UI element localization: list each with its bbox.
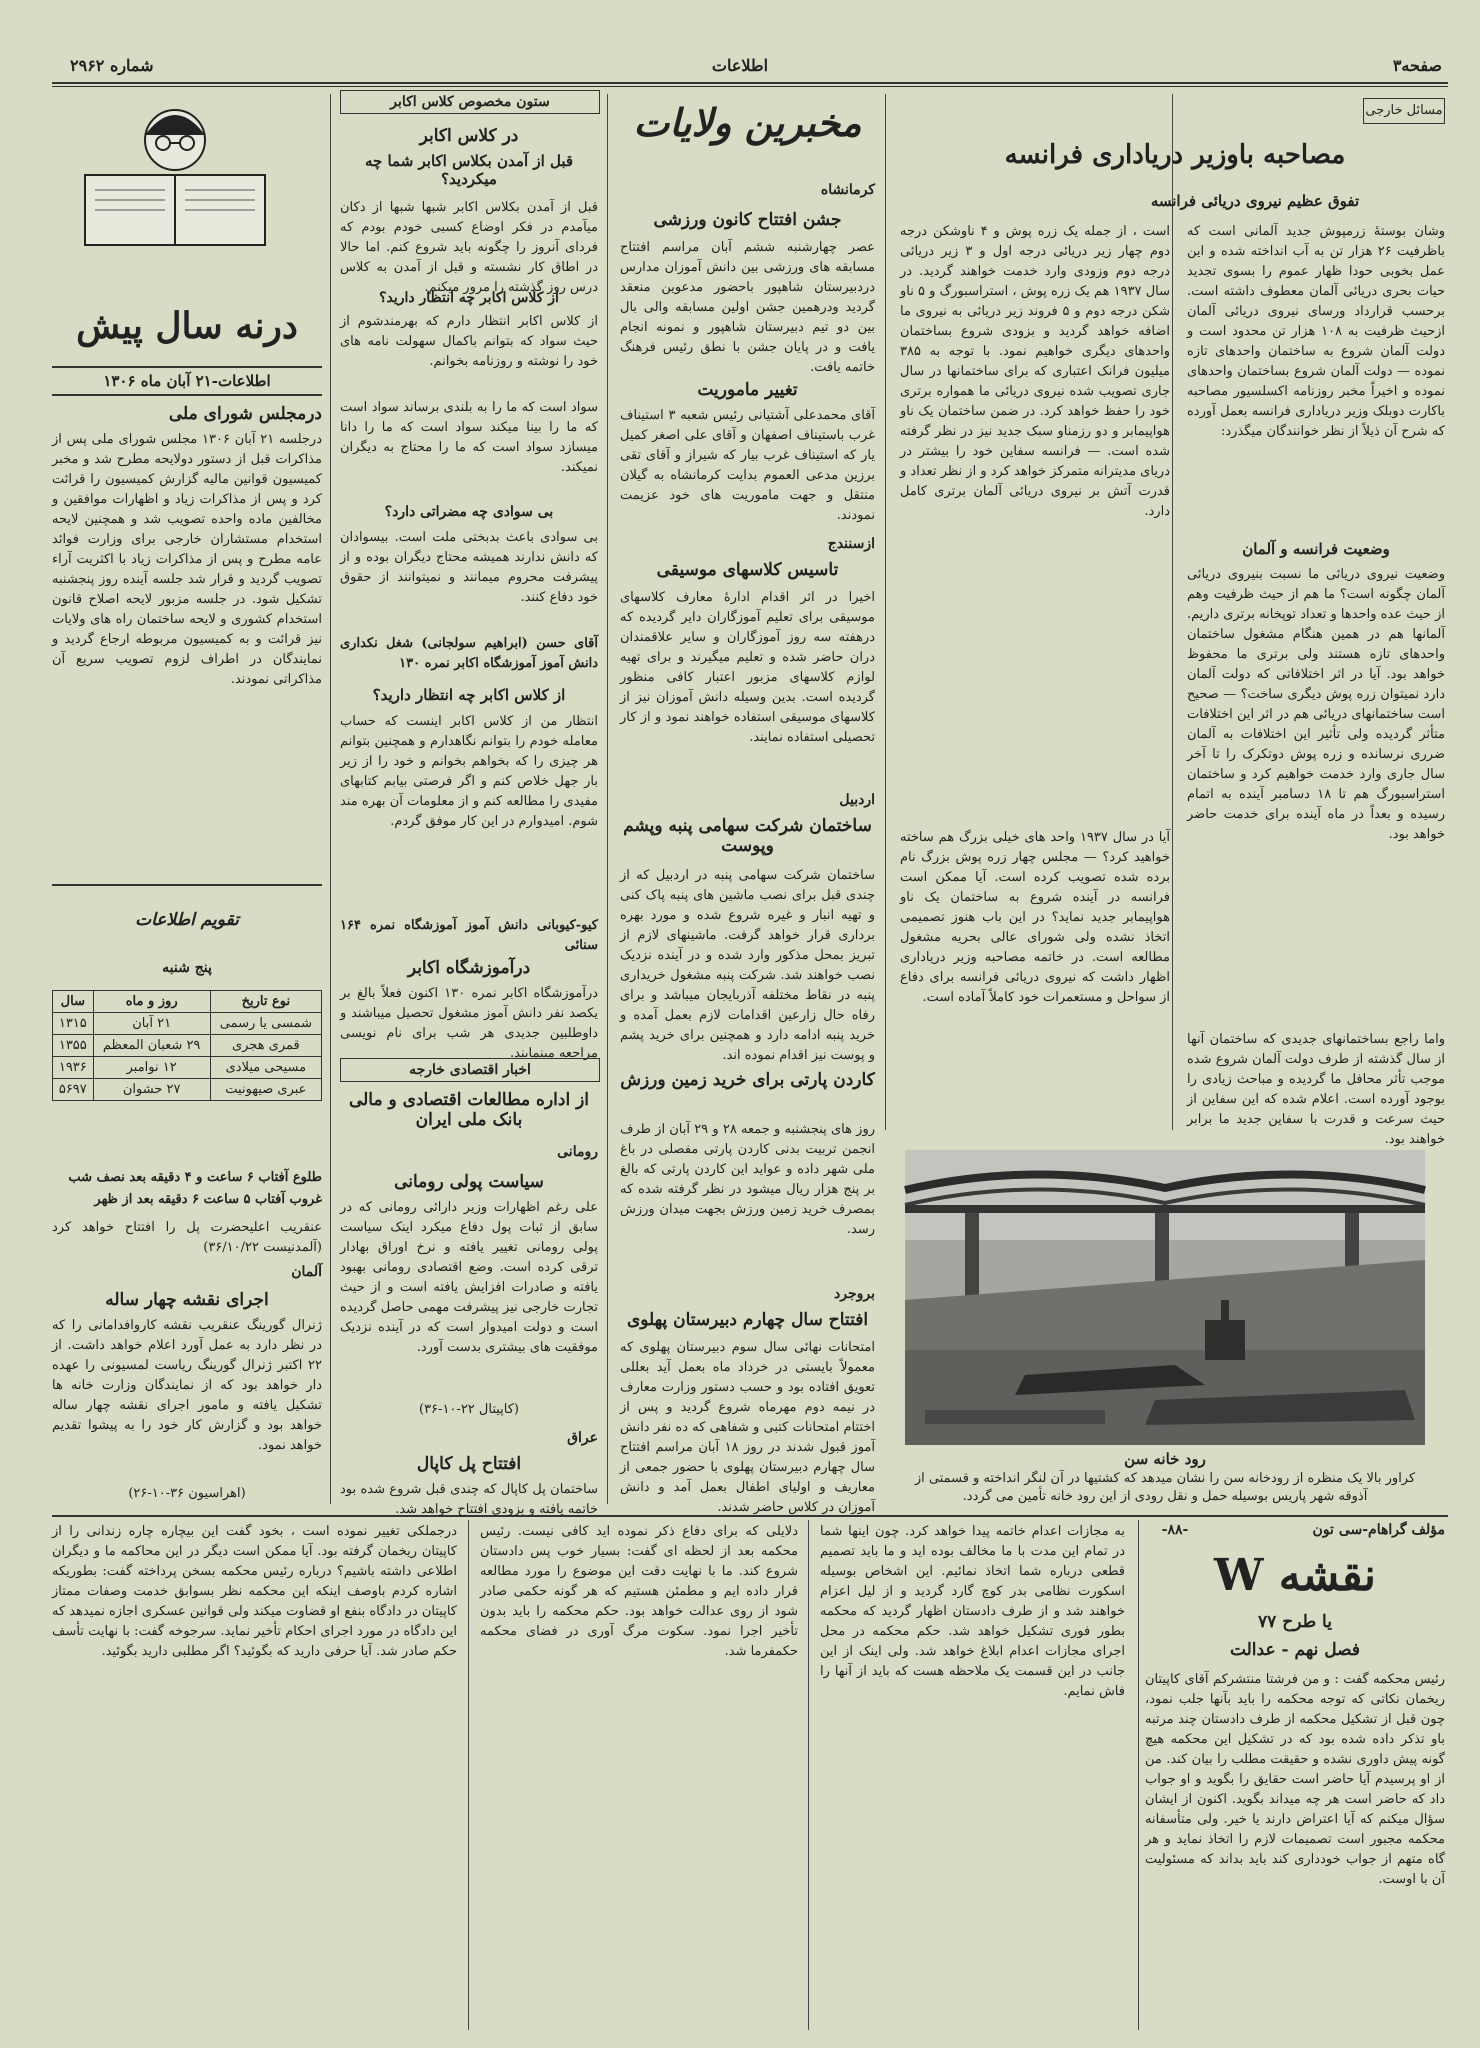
news-headline: ساختمان شرکت سهامی پنبه وپشم وپوست [623, 816, 872, 856]
sunset: غروب آفتاب ۵ ساعت ۶ دقیقه بعد از ظهر [94, 1192, 322, 1207]
serial-body: به مجازات اعدام خاتمه پیدا خواهد کرد. چون اینها شما در تمام این مدت با ما مخالف بوده اید و ما باید تصمیم قطعی درباره شما اتخاذ نمائیم. این اشخاص بوسیله اسکورت نظامی بدر کوچ گارد گردید و از لیل اعزام خواهند شد و از طرف دادستان اظهار گردید که محکمه بطور فوری تشکیل خواهد شد. حکم محکمه در محل اجرای مجازات اعدام ابلاغ خواهد شد. ولی اینک از این جانب در این قسمت یک ملاحظه هست که باید از آنها را فاش نمایم. [820, 1524, 1125, 1699]
news-body: ژنرال گورینگ عنقریب نقشه کاروافدامانی را که در نظر دارد به عمل آورد اعلام خواهد داشت. از ۲۲ اکتبر ژنرال گورینگ ریاست لمسیونی را عهده دار خواهد بود که از نمایندگان وزارت خانه ها تشکیل یافته و مامور اجرای نقشه چهار ساله خواهد بود و گزارش کار خود را به پیشوا تقدیم خواهد نمود. [52, 1318, 322, 1453]
cal-cell: شمسی یا رسمی [210, 1013, 321, 1035]
calendar-table [52, 990, 322, 1101]
news-headline: درمجلس شورای ملی [168, 404, 322, 424]
serial-body: رئیس محکمه گفت : و من فرشتا منتشرکم آقای کاپیتان ریخمان نکاتی که توجه محکمه را باید بآنها جلب نمود، چون قبل از تشکیل محکمه از طرف دادستان چند مرتبه باو تذکر داده شده بود که در تشکیل این محکمه هیچ گونه پیش داوری نشده و حقیقت مطلب را بیان کند. من از او پرسیدم آیا حاضر است حقایق را بگوید و او جواب داد که حاضر است هر چه میداند بگوید. اکنون از ایشان سؤال میکنم که آیا اعتراض دارند یا خیر. ولی متأسفانه محکمه مجبور است تصمیمات لازم را اتخاذ نماید و هر گاه متهم از جواب خودداری کند باید بداند که مسئولیت آن با اوست. [1145, 1672, 1445, 1887]
cal-header: روز و ماه [93, 991, 210, 1013]
cal-cell: مسیحی میلادی [210, 1057, 321, 1079]
question-heading: از کلاس اکابر چه انتظار دارید؟ [379, 290, 559, 306]
city-label: کرمانشاه [820, 182, 875, 198]
issue-number: شماره ۲۹۶۲ [70, 56, 154, 75]
subhead: تفوق عظیم نیروی دریائی فرانسه [1150, 192, 1360, 210]
chapter-title: فصل نهم - عدالت [1229, 1640, 1361, 1660]
col-divider [607, 94, 608, 1504]
cal-cell: ۱۲ نوامبر [93, 1057, 210, 1079]
page-number: صفحه۳ [1392, 56, 1442, 75]
column-title: در کلاس اکابر [419, 126, 519, 146]
news-headline: از اداره مطالعات اقتصادی و مالی بانک ملی ایران [348, 1090, 590, 1130]
news-body: اخیرا در اثر اقدام ادارهٔ معارف کلاسهای موسیقی برای تعلیم آموزگاران دایر گردیده که درهفته سه روز آموزگاران و سایر علاقمندان دران حاضر شده و تعلیم میگیرند و برای تهیه لوازم کلاسهای مزبور اعتبار کافی منظور گردیده است. بدین وسیله دانش آموزان نیز از کلاسهای موسیقی استفاده خواهند نمود و از کار تحصیلی استفاده نمایند. [620, 590, 875, 745]
news-headline: افتتاح سال چهارم دبیرستان پهلوی [626, 1310, 869, 1330]
bridge-illustration [905, 1150, 1425, 1445]
question-heading: بی سوادی چه مضراتی دارد؟ [384, 504, 554, 520]
article-body: واما راجع بساختمانهای جدیدی که ساختمان آنها از سال گذشته از طرف دولت آلمان شروع شده موجب تأثر محافل ما گردیده و مباحث زیادی را بوجود آورده است. اعلام شده که این سفاین از حیث سرعت و قدرت با سفاین جدید ما برابر خواهند بود. [1187, 1032, 1445, 1147]
header-rule-2 [52, 86, 1448, 87]
serial-number: -۸۸- [1161, 1522, 1189, 1538]
cal-cell: ۵۶۹۷ [53, 1079, 94, 1101]
news-headline: سیاست پولی رومانی [394, 1172, 544, 1192]
section-banner: مخبرین ولایات [633, 100, 862, 145]
column-body: انتظار من از کلاس اکابر اینست که حساب معامله خودم را بتوانم نگاهدارم و همچنین بتوانم هر چیزی را که بخواهم بخوانم و خود را از زیر بار جهل خلاص کنم و اگر فرصتی بیابم کتابهای مفیدی را مطالعه کنم و از معلومات آن بهره مند شوم. امیدوارم در این کار موفق گردم. [340, 714, 598, 829]
city-label: اردبیل [839, 792, 875, 808]
cal-cell: ۱۳۵۵ [53, 1035, 94, 1057]
news-body: آقای محمدعلی آشتیانی رئیس شعبه ۳ استیناف غرب باستیناف اصفهان و آقای علی اصغر کمیل یار که استیناف غرب بیار که شیراز و آقای تقی برزین مدعی العموم بدایت کرمانشاه به گیلان منتقل و جهت ماموریت های خود عزیمت نمودند. [620, 408, 875, 523]
question-heading: قبل از آمدن بکلاس اکابر شما چه میکردید؟ [364, 152, 574, 188]
column-tag: ستون مخصوص کلاس اکابر [340, 90, 600, 114]
table-row [53, 1035, 322, 1057]
paper-name: اطلاعات [711, 56, 769, 75]
question-heading: از کلاس اکابر چه انتظار دارید؟ [372, 686, 566, 704]
serial-body: دلایلی که برای دفاع ذکر نموده اید کافی نیست. رئیس محکمه بعد از لحظه ای گفت: بسیار خوب پس دادستان شروع کند. ما با نهایت دقت این موضوع را مورد مطالعه قرار داده ایم و مطمئن هستیم که هر گونه حکمی صادر شود از روی عدالت خواهد بود. حکم محکمه را باید بدون تأخیر اجرا نمود. سکوت مرگ آوری در فضای محکمه حکمفرما شد. [480, 1524, 798, 1659]
reader-illustration [85, 95, 265, 255]
news-headline: افتتاح پل کاپال [416, 1454, 522, 1474]
river-photo [905, 1150, 1425, 1445]
news-body: ساختمان شرکت سهامی پنبه در اردبیل که از چندی قبل برای نصب ماشین های پنبه پاک کنی و تهیه انبار و غیره شروع شده و مورد بهره برداری قرار خواهد گرفت. ماشینهای لازم از تبریز بمحل مذکور وارد شده و در آینده نزدیک نصب خواهند شد. شرکت پنبه مشغول خریداری پنبه در نقاط مختلفه آذربایجان میباشد و برای رفاه حال زارعین اقدامات لازم بعمل آمده و خرید پنبه ادامه دارد و همچنین برای خرید پشم و پوست نیز اقدام نموده اند. [620, 868, 875, 1063]
country-label: آلمان [291, 1264, 322, 1280]
cal-cell: ۱۳۱۵ [53, 1013, 94, 1035]
news-headline: اجرای نقشه چهار ساله [105, 1290, 269, 1310]
col-divider [468, 1520, 469, 2030]
news-headline: تاسیس کلاسهای موسیقی [656, 560, 839, 580]
section-tag: مسائل خارجی [1363, 98, 1445, 124]
column-body: قبل از آمدن بکلاس اکابر شبها شبها از دکان میآمدم در فکر اوضاع کسبی خودم بودم که فردای آنروز را چگونه باید شروع کنم. اما حالا در اطاق کار نشسته و قبل از آمدن به کلاس درس روز گذشته را مرور میکنم. [340, 200, 598, 295]
news-body: عنقریب اعلیحضرت پل را افتتاح خواهد کرد (آلمدنیست ۳۶/۱۰/۲۲) [52, 1220, 322, 1255]
news-headline: جشن افتتاح کانون ورزشی [653, 210, 842, 230]
table-row [53, 1079, 322, 1101]
news-headline: تغییر ماموریت [697, 380, 798, 400]
signature: آقای حسن (ابراهیم سولجانی) شغل نکداری دانش آموز آموزشگاه اکابر نمره ۱۳۰ [340, 636, 598, 671]
news-headline: کاردن پارتی برای خرید زمین ورزش [620, 1070, 875, 1090]
sunrise: طلوع آفتاب ۶ ساعت و ۴ دقیقه بعد نصف شب [68, 1170, 322, 1185]
col-divider [1138, 1520, 1139, 2030]
calendar-title: تقویم اطلاعات [135, 910, 239, 930]
column-title: درآموزشگاه اکابر [407, 958, 531, 978]
article-body-cont: آیا در سال ۱۹۳۷ واحد های خیلی بزرگ هم ساخته خواهید کرد؟ — مجلس چهار زره پوش بزرگ نام برده شده تصویب کرده است. آیا ممکن است فرانسه در آینده شروع به ساختمان یک ناو هواپیمابر جدید نماید؟ در این باب هنوز تصمیمی اتخاذ نشده ولی شورای عالی بحریه مشغول مطالعه است. در خاتمه مصاحبه وزیر دریاداری اظهار داشت که نیروی دریائی فرانسه برای دفاع از سواحل و مستعمرات خود کاملاً آماده است. [900, 830, 1170, 1005]
news-body: روز های پنجشنبه و جمعه ۲۸ و ۲۹ آبان از طرف انجمن تربیت بدنی کاردن پارتی مفصلی در باغ ملی شهر داده و عواید این کاردن پارتی که بالغ بر پنج هزار ریال میشود در نظر گرفته شده که بمصرف خرید زمین ورزش بجهت میدان ورزش رسد. [620, 1122, 876, 1237]
city-label: بروجرد [834, 1286, 875, 1302]
column-body: درآموزشگاه اکابر نمره ۱۳۰ اکنون فعلاً بالغ بر یکصد نفر دانش آموز مشغول تحصیل میباشند و داوطلبین جدیدی هر شب برای نام نویسی مراجعه مینمایند. [340, 986, 599, 1061]
divider [52, 884, 322, 886]
column-body: سواد است که ما را به بلندی برساند سواد است که ما را بینا میکند سواد است که ما را دانا میسازد سواد است که ما را محتاج به دیگران نمیکند. [340, 400, 598, 475]
column-body: بی سوادی باعث بدبختی ملت است. بیسوادان که دانش ندارند همیشه محتاج دیگران بوده و از پیشرفت محروم میمانند و نمیتوانند از حقوق خود دفاع کنند. [340, 530, 598, 605]
col-divider [885, 94, 886, 1130]
calendar-day: پنج شنبه [162, 960, 212, 976]
cal-cell: قمری هجری [210, 1035, 321, 1057]
news-body: درجلسه ۲۱ آبان ۱۳۰۶ مجلس شورای ملی پس از مذاکرات قبل از دستور دولایحه مطرح شد و مخبر کمیسیون قوانین مالیه گزارش کمیسیون را قرائت کرد و پس از مذاکرات زیاد و اظهارات موافقین و مخالفین ماده واحده تصویب شد و همچنین لایحه استخدام مستشاران خارجی برای وزارت فوائد عامه مطرح و پس از مذاکرات زیاد با اکثریت آراء تصویب گردید و قرار شد جلسه آینده روز پنجشنبه تشکیل شود. در جلسه مزبور لایحه اصلاح قانون استخدام کشوری و لایحه ساختمان راه های ولایات نیز قرائت و به کمیسیون مربوطه ارجاع گردید و نمایندگان در اطراف لزوم تصویب سریع آن مذاکراتی نمودند. [52, 432, 322, 687]
header-rule [52, 82, 1448, 84]
cal-header: سال [53, 991, 94, 1013]
article-body-cont: است ، از جمله یک زره پوش و ۴ ناوشکن درجه دوم چهار زیر دریائی درجه اول و ۳ زیر دریائی درجه دوم وزودی وارد خدمت خواهند گردید. در سال ۱۹۳۷ هم یک زره پوش ، استراسبورگ و ۵ ناو شکن درجه دوم و ۵ فروند زیر دریائی به نیروی ما اضافه خواهد گردید و بزودی شروع بساختمان واحدهای دیگری خواهیم نمود. با توجه به ۳۸۵ میلیون فرانک اعتباری که برای ساختمانها در سال جاری تصویب شده نیروی دریائی ما همواره برتری خود را حفظ خواهد کرد. در ضمن ساختمان یک ناو هواپیمابر و دو رزمناو سبک جدید نیز در نظر گرفته شده است. — فرانسه سفاین خود را بیشتر در دریای مدیترانه متمرکز خواهد کرد و از نظر تعداد و قدرت آتش بر نیروی دریائی آلمان برتری کامل دارد. [900, 224, 1170, 519]
signature: کیو-کیوبانی دانش آموز آموزشگاه نمره ۱۶۴ سنائی [340, 918, 598, 953]
news-body: علی رغم اظهارات وزیر دارائی رومانی که در سابق از ثبات پول دفاع میکرد اینک سیاست پولی رومانی تغییر یافته و نرخ اوراق بهادار ترقی کرده است. وضع اقتصادی رومانی بهبود یافته و صادرات افزایش یافته است و از حیث تجارت خارجی نیز پیشرفت مهمی حاصل گردیده است و دولت امیدوار است که در آینده نزدیک موفقیت های بیشتری بدست آورد. [340, 1200, 598, 1355]
subheading: وضعیت فرانسه و آلمان [1242, 540, 1390, 558]
section-banner: درنه سال پیش [76, 305, 298, 347]
serial-subtitle: یا طرح ۷۷ [1258, 1612, 1332, 1632]
cal-cell: ۲۹ شعبان المعظم [93, 1035, 210, 1057]
serial-body: درجملکی تغییر نموده است ، بخود گفت این بیچاره چاره زندانی را از کاپیتان ریخمان گرفته بود. آیا ممکن است دیگر در این محاکمه ما و دیگران اطلاعی داشته باشیم؟ درباره رئیس محکمه بسخن پرداخته گفت: بطوریکه اشاره کردم باوصف اینکه این محکمه نظر بسوابق خدمت وصفات ممتاز کاپیتان در دادگاه بنفع او قضاوت میکند ولی قوانین عسکری اجازه نمیدهد که این دادگاه در مورد اجرای احکام تأخیر نماید. سرجوخه گفت: با نهایت تأسف حکم صادر شد. آیا حرفی دارید که بگوئید؟ اگر مطلبی دارید بگوئید. [52, 1524, 457, 1659]
article-body: وشان بوستهٔ زرمپوش جدید آلمانی است که باظرفیت ۲۶ هزار تن به آب انداخته شده و این عمل بخوبی حودا ظهار عموم را بسوی تجدید حیات بحری دریائی آلمان معطوف داشته است. برحسب قرارداد ورسای نیروی دریائی آلمان ازحیث ظرفیت به ۱۰۸ هزار تن محدود است و دولت آلمان شروع به ساختمان واحدهای تازه نموده — دولت آلمان شروع بساختمان واحدهای نموده و اخیراً مخبر روزنامه اکسلسیور مصاحبه باکارت دوبلک وزیر دریاداری فرانسه بعمل آورده که شرح آن ذیلاً از نظر خوانندگان میگذرد: [1187, 224, 1445, 439]
source: (کاپیتال ۲۲-۱۰-۳۶) [418, 1402, 520, 1417]
cal-header: نوع تاریخ [210, 991, 321, 1013]
col-divider [1172, 94, 1173, 1130]
cal-cell: ۲۱ آبان [93, 1013, 210, 1035]
country-label: رومانی [557, 1144, 598, 1160]
article-body: وضعیت نیروی دریائی ما نسبت بنیروی دریائی آلمان چگونه است؟ ما هم از حیث ظرفیت وهم از حیث عده واحدها و تعداد توپخانه برتری داریم. آلمانها هم در همین هنگام مشغول ساختمان واحدهای تازه هستند ولی برتری ما محفوظ خواهد بود. آیا در اثر اختلافاتی که دولت آلمان دارد نمیتوان زره پوش دیگری ساخت؟ — صحیح است ساختمانهای دریائی هم در اثر این اختلافات متأثر گردیده ولی تأثیر این اختلافات به آلمان ضرری نرسانده و زره پوش دوتکرک را تا آخر سال جاری وارد خدمت خواهیم کرد و ساختمان استراسبورگ هم تا ۱۸ دسامبر آینده به اتمام رسیده و بعداً در ماه آینده برای خدمت حاضر خواهد بود. [1187, 567, 1445, 842]
serial-author: مؤلف گراهام-سی تون [1312, 1522, 1445, 1538]
photo-caption: کراور بالا یک منظره از رودخانه سن را نشان میدهد که کشتیها در آن لنگر انداخته و قسمتی از آذوقه شهر پاریس بوسیله حمل و نقل رودی از این رود خانه تأمین می گردد. [914, 1471, 1416, 1504]
cal-cell: ۱۹۳۶ [53, 1057, 94, 1079]
news-body: امتحانات نهائی سال سوم دبیرستان پهلوی که معمولاً بایستی در خرداد ماه بعمل آید بعللی تعویق افتاده بود و حسب دستور وزارت معارف در نیمه دوم مهرماه شروع گردید و پس از اختتام امتحانات کتبی و شفاهی که ده نفر دانش آموز قبول شدند در روز ۱۸ آبان مراسم افتتاح سال چهارم دبیرستان پهلوی با حضور جمعی از معاریف و اولیای اطفال بعمل آمد و دانش آموزان در کلاس حاضر شدند. [620, 1340, 875, 1515]
serial-title: نقشه W [1213, 1550, 1377, 1601]
cal-cell: ۲۷ حشوان [93, 1079, 210, 1101]
city-label: ازسنندج [827, 536, 875, 552]
man-reading-icon [85, 95, 265, 255]
table-row [53, 1013, 322, 1035]
col-divider [808, 1520, 809, 2030]
news-body: عصر چهارشنبه ششم آبان مراسم افتتاح مسابقه های ورزشی بین دانش آموزان مدارس دردبیرستان شاهپور باحضور مدعوین منعقد گردید ودرهمین جشن اولین مسابقه والی بال بین دو تیم دبیرستان شاهپور و نمونه انجام یافت و در پایان جشن با نطق رئیس فرهنگ خاتمه یافت. [620, 240, 875, 375]
table-row [53, 1057, 322, 1079]
section-tag: اخبار اقتصادی خارجه [340, 1058, 600, 1082]
dateline: اطلاعات-۲۱ آبان ماه ۱۳۰۶ [52, 366, 322, 396]
photo-caption-title: رود خانه سن [1124, 1450, 1206, 1468]
headline: مصاحبه باوزیر دریاداری فرانسه [1004, 140, 1346, 170]
col-divider [330, 94, 331, 1504]
source: (اهراسیون ۳۶-۱۰-۲۶) [128, 1486, 246, 1501]
country-label: عراق [567, 1430, 598, 1446]
column-body: از کلاس اکابر انتظار دارم که بهرمندشوم از حیث سواد که بتوانم باکمال سهولت نامه های خود را نوشته و روزنامه بخوانم. [340, 314, 598, 369]
cal-cell: عبری صیهونیت [210, 1079, 321, 1101]
news-body: ساختمان پل کاپال که چندی قبل شروع شده بود خاتمه یافته و بزودی افتتاح خواهد شد. [340, 1482, 598, 1517]
